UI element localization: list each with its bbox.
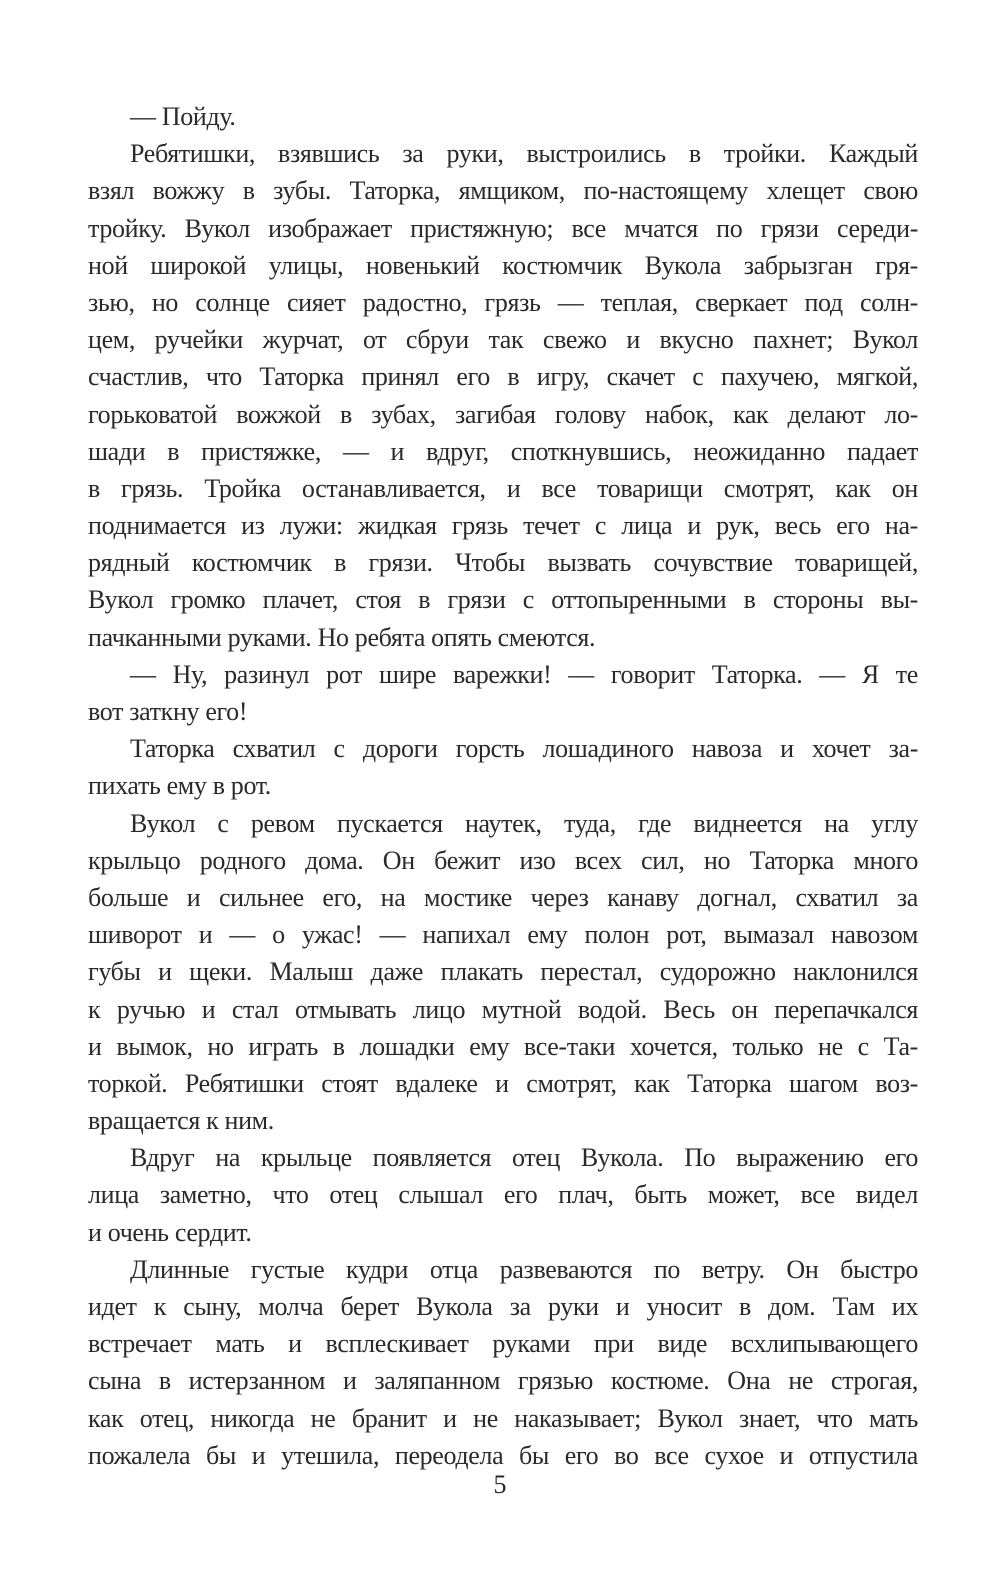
text-line: поднимается из лужи: жидкая грязь течет с лица и рук, весь его на-	[88, 511, 918, 541]
text-line: тройку. Вукол изображает пристяжную; все мчатся по грязи середи-	[88, 213, 918, 243]
text-line: больше и сильнее его, на мостике через канаву догнал, схватил за	[88, 882, 918, 912]
text-line: и очень сердит.	[88, 1217, 252, 1247]
body-text	[88, 98, 918, 1474]
text-line: пачканными руками. Но ребята опять смеются.	[88, 622, 596, 652]
text-line: и вымок, но играть в лошадки ему все-таки хочется, только не с Та-	[88, 1031, 918, 1061]
text-line: идет к сыну, молча берет Вукола за руки и уносит в дом. Там их	[88, 1292, 918, 1321]
text-line: горьковатой вожжой в зубах, загибая голову набок, как делают ло-	[88, 399, 918, 429]
text-line: взял вожжу в зубы. Таторка, ямщиком, по-настоящему хлещет свою	[88, 176, 918, 206]
text-line: Длинные густые кудри отца развеваются по ветру. Он быстро	[130, 1254, 918, 1284]
text-line: вот заткну его!	[88, 697, 248, 726]
text-line: шади в пристяжке, — и вдруг, споткнувшись, неожиданно падает	[88, 436, 918, 466]
page-number: 5	[493, 1470, 507, 1499]
text-line: губы и щеки. Малыш даже плакать перестал, судорожно наклонился	[88, 957, 918, 987]
text-line: как отец, никогда не бранит и не наказывает; Вукол знает, что мать	[88, 1403, 918, 1433]
text-line: пожалела бы и утешила, переоделa бы его во все сухое и отпустила	[88, 1440, 918, 1470]
text-line: — Пойду.	[130, 102, 236, 131]
text-line: торкой. Ребятишки стоят вдалеке и смотрят, как Таторка шагом воз-	[88, 1068, 918, 1098]
text-line: рядный костюмчик в грязи. Чтобы вызвать сочувствие товарищей,	[88, 548, 918, 578]
text-line: Вукол с ревом пускается наутек, туда, где виднеется на углу	[130, 808, 918, 838]
text-line: крыльцо родного дома. Он бежит изо всех сил, но Таторка много	[88, 845, 918, 875]
text-line: — Ну, разинул рот шире варежки! — говорит Таторка. — Я те	[130, 659, 918, 689]
text-line: встречает мать и всплескивает руками при виде всхлипывающего	[88, 1329, 918, 1359]
text-line: лица заметно, что отец слышал его плач, быть может, все видел	[88, 1180, 918, 1210]
text-line: Ребятишки, взявшись за руки, выстроились в тройки. Каждый	[130, 139, 918, 169]
text-line: Вдруг на крыльце появляется отец Вукола. По выражению его	[130, 1143, 918, 1173]
text-line: зью, но солнце сияет радостно, грязь — теплая, сверкает под солн-	[88, 287, 918, 317]
text-line: пихать ему в рот.	[88, 771, 271, 801]
text-line: сына в истерзанном и заляпанном грязью костюме. Она не строгая,	[88, 1366, 918, 1396]
text-line: в грязь. Тройка останавливается, и все товарищи смотрят, как он	[88, 473, 918, 503]
text-line: Вукол громко плачет, стоя в грязи с оттопыренными в стороны вы-	[88, 585, 918, 615]
text-line: к ручью и стал отмывать лицо мутной водой. Весь он перепачкался	[88, 994, 918, 1024]
text-line: счастлив, что Таторка принял его в игру, скачет с пахучею, мягкой,	[88, 362, 918, 392]
text-line: шиворот и — о ужас! — напихал ему полон рот, вымазал навозом	[88, 920, 918, 950]
text-line: вращается к ним.	[88, 1106, 274, 1136]
text-line: цем, ручейки журчат, от сбруи так свежо и вкусно пахнет; Вукол	[88, 325, 918, 355]
text-line: Таторка схватил с дороги горсть лошадиного навоза и хочет за-	[130, 734, 918, 764]
text-line: ной широкой улицы, новенький костюмчик Вукола забрызган гря-	[88, 250, 918, 280]
